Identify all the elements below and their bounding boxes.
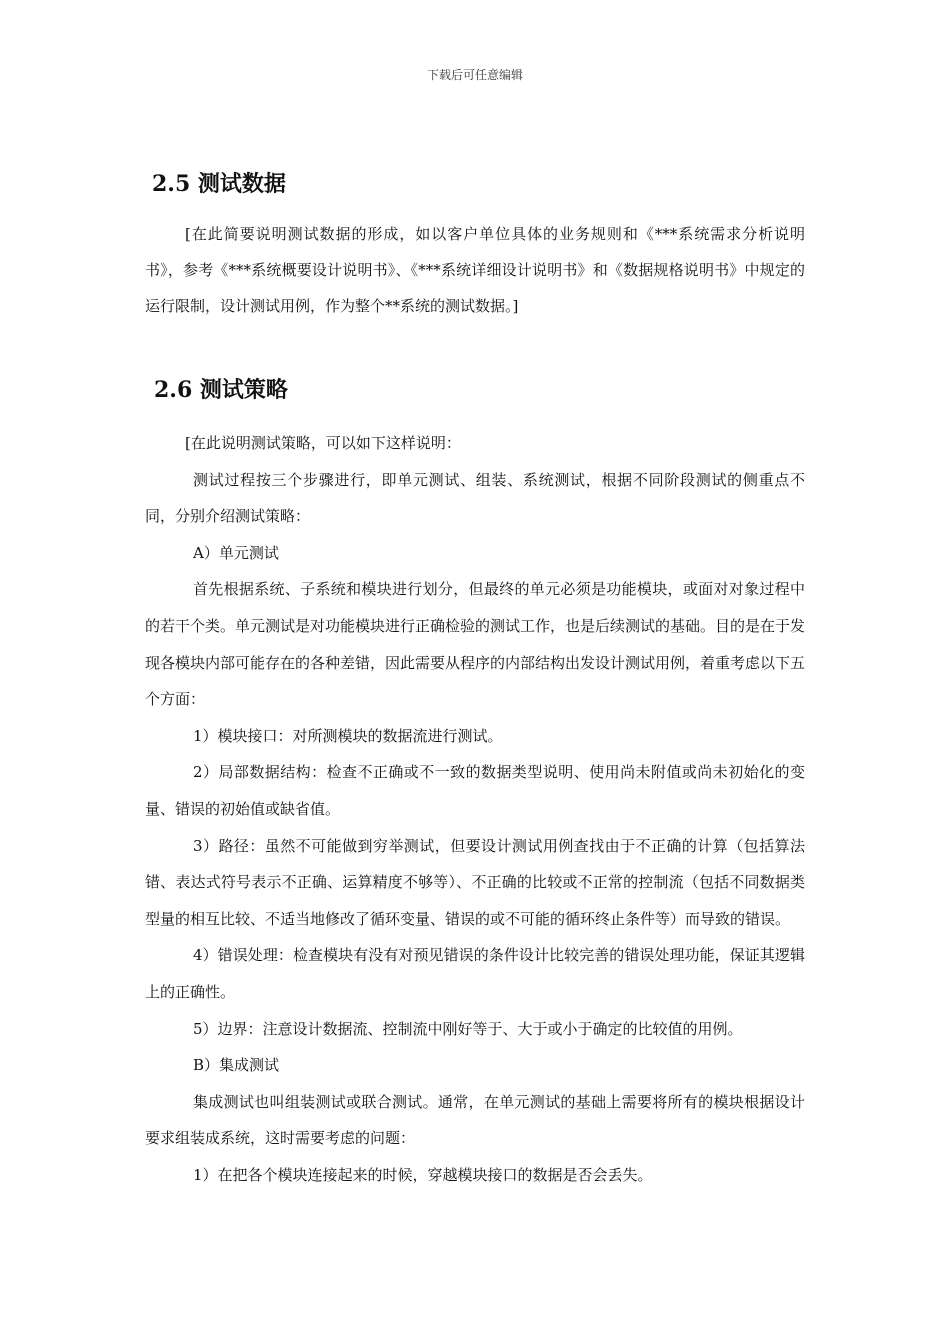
test-data-paragraph: [在此简要说明测试数据的形成，如以客户单位具体的业务规则和《***系统需求分析说明书》，参考《***系统概要设计说明书》、《***系统详细设计说明书》和《数据规格说明书》中规定的运行限制，设计测试用例，作为整个**系统的测试数据。] <box>145 225 805 315</box>
subheading-unit-test: A）单元测试 <box>193 543 279 562</box>
list-item-path: 3）路径：虽然不可能做到穷举测试，但要设计测试用例查找由于不正确的计算（包括算法错、表达式符号表示不正确、运算精度不够等）、不正确的比较或不正常的控制流（包括不同数据类型量的相互比较、不适当地修改了循环变量、错误的或不可能的循环终止条件等）而导致的错误。 <box>145 836 805 928</box>
list-item-module-interface: 1）模块接口：对所测模块的数据流进行测试。 <box>193 726 503 745</box>
test-strategy-body <box>145 425 805 1193</box>
strategy-intro: [在此说明测试策略，可以如下这样说明： <box>185 434 461 452</box>
page-header: 下载后可任意编辑 <box>426 68 523 82</box>
subheading-integration-test: B）集成测试 <box>193 1056 280 1075</box>
section-heading-test-data: 2.5 测试数据 <box>152 171 286 197</box>
strategy-overview: 测试过程按三个步骤进行，即单元测试、组装、系统测试，根据不同阶段测试的侧重点不同，分别介绍测试策略： <box>145 470 805 526</box>
list-item-error-handling: 4）错误处理：检查模块有没有对预见错误的条件设计比较完善的错误处理功能，保证其逻辑上的正确性。 <box>145 946 805 1001</box>
unit-test-description: 首先根据系统、子系统和模块进行划分，但最终的单元必须是功能模块，或面对对象过程中的若干个类。单元测试是对功能模块进行正确检验的测试工作，也是后续测试的基础。目的是在于发现各模块内部可能存在的各种差错，因此需要从程序的内部结构出发设计测试用例，着重考虑以下五个方面： <box>145 580 806 709</box>
list-item-boundary: 5）边界：注意设计数据流、控制流中刚好等于、大于或小于确定的比较值的用例。 <box>193 1019 743 1038</box>
section-heading-test-strategy: 2.6 测试策略 <box>154 377 288 403</box>
list-item-interface-data-loss: 1）在把各个模块连接起来的时候，穿越模块接口的数据是否会丢失。 <box>193 1165 653 1184</box>
list-item-local-data-structure: 2）局部数据结构：检查不正确或不一致的数据类型说明、使用尚未附值或尚未初始化的变量、错误的初始值或缺省值。 <box>145 763 805 818</box>
integration-test-description: 集成测试也叫组装测试或联合测试。通常，在单元测试的基础上需要将所有的模块根据设计要求组装成系统，这时需要考虑的问题： <box>145 1092 805 1148</box>
